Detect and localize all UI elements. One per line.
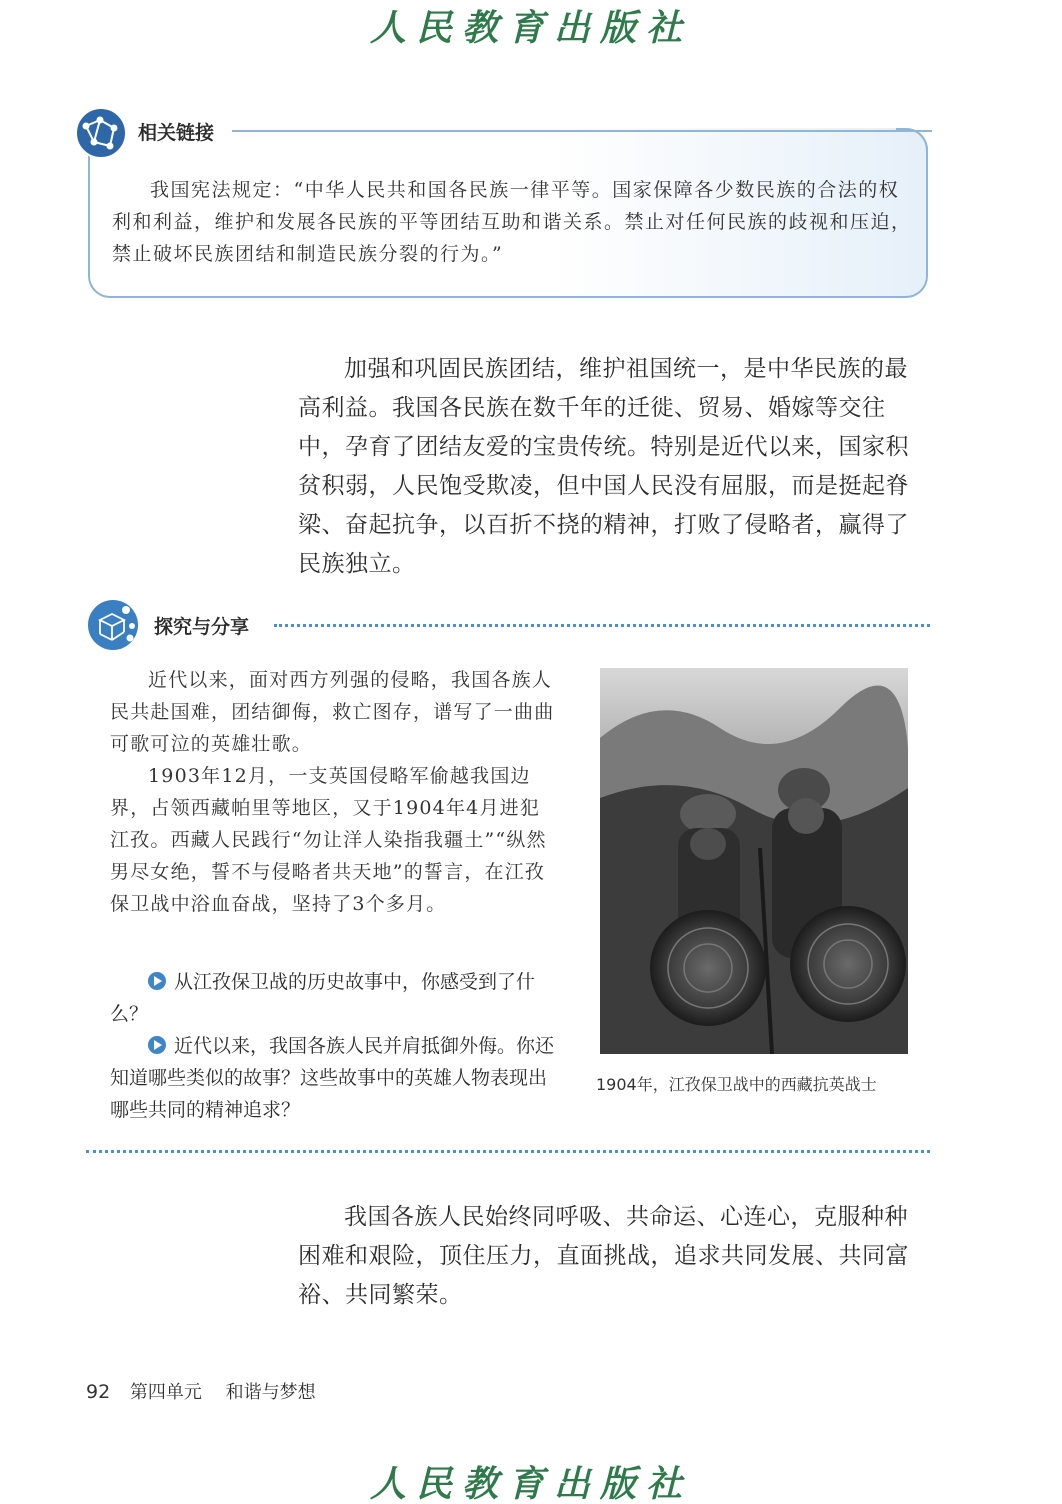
tibetan-soldiers-photo (600, 668, 908, 1054)
related-link-text: 我国宪法规定：“中华人民共和国各民族一律平等。国家保障各少数民族的合法的权利和利益，维护和发展各民族的平等团结互助和谐关系。禁止对任何民族的歧视和压迫，禁止破坏民族团结和制造民族分裂的行为。” (112, 179, 912, 265)
story-paragraph-1: 近代以来，面对西方列强的侵略，我国各族人民共赴国难，团结御侮，救亡图存，谱写了一曲曲可歌可泣的英雄壮歌。 (110, 669, 555, 755)
unit-title: 和谐与梦想 (225, 1382, 316, 1403)
publisher-footer: 人民教育出版社 (369, 1463, 692, 1504)
explore-header (86, 598, 930, 654)
related-link-header (74, 106, 934, 166)
historical-photo (600, 668, 908, 1054)
question-1-text: 从江孜保卫战的历史故事中，你感受到了什么？ (110, 971, 536, 1025)
question-1 (110, 966, 562, 1030)
page-footer (86, 1378, 316, 1404)
arrow-bullet-icon (148, 972, 166, 990)
section-dotted-rule (86, 1150, 930, 1153)
question-2 (110, 1030, 562, 1126)
explore-questions (110, 966, 562, 1126)
main-paragraph-1: 加强和巩固民族团结，维护祖国统一，是中华民族的最高利益。我国各民族在数千年的迁徙、贸易、婚嫁等交往中，孕育了团结友爱的宝贵传统。特别是近代以来，国家积贫积弱，人民饱受欺凌，但中国人民没有屈服，而是挺起脊梁、奋起抗争，以百折不挠的精神，打败了侵略者，赢得了民族独立。 (298, 356, 909, 577)
main-paragraph-2: 我国各族人民始终同呼吸、共命运、心连心，克服种种困难和艰险，顶住压力，直面挑战，追求共同发展、共同富裕、共同繁荣。 (298, 1204, 909, 1308)
publisher-header: 人民教育出版社 (369, 7, 692, 49)
explore-title: 探究与分享 (154, 616, 250, 638)
arrow-bullet-icon (148, 1036, 166, 1054)
network-icon (74, 106, 128, 160)
explore-story (110, 664, 560, 920)
question-2-text: 近代以来，我国各族人民并肩抵御外侮。你还知道哪些类似的故事？这些故事中的英雄人物表现出哪些共同的精神追求？ (110, 1035, 555, 1121)
unit-label: 第四单元 (129, 1382, 202, 1403)
story-paragraph-2: 1903年12月，一支英国侵略军偷越我国边界，占领西藏帕里等地区，又于1904年4月进犯江孜。西藏人民践行“勿让洋人染指我疆土”“纵然男尽女绝，誓不与侵略者共天地”的誓言，在江孜保卫战中浴血奋战，坚持了3个多月。 (110, 765, 547, 915)
page-number: 92 (86, 1381, 111, 1403)
cube-network-icon (86, 598, 140, 652)
related-link-rule (232, 130, 932, 132)
related-link-title: 相关链接 (138, 122, 215, 144)
photo-caption: 1904年，江孜保卫战中的西藏抗英战士 (596, 1075, 877, 1094)
explore-dotted-rule (274, 624, 930, 627)
